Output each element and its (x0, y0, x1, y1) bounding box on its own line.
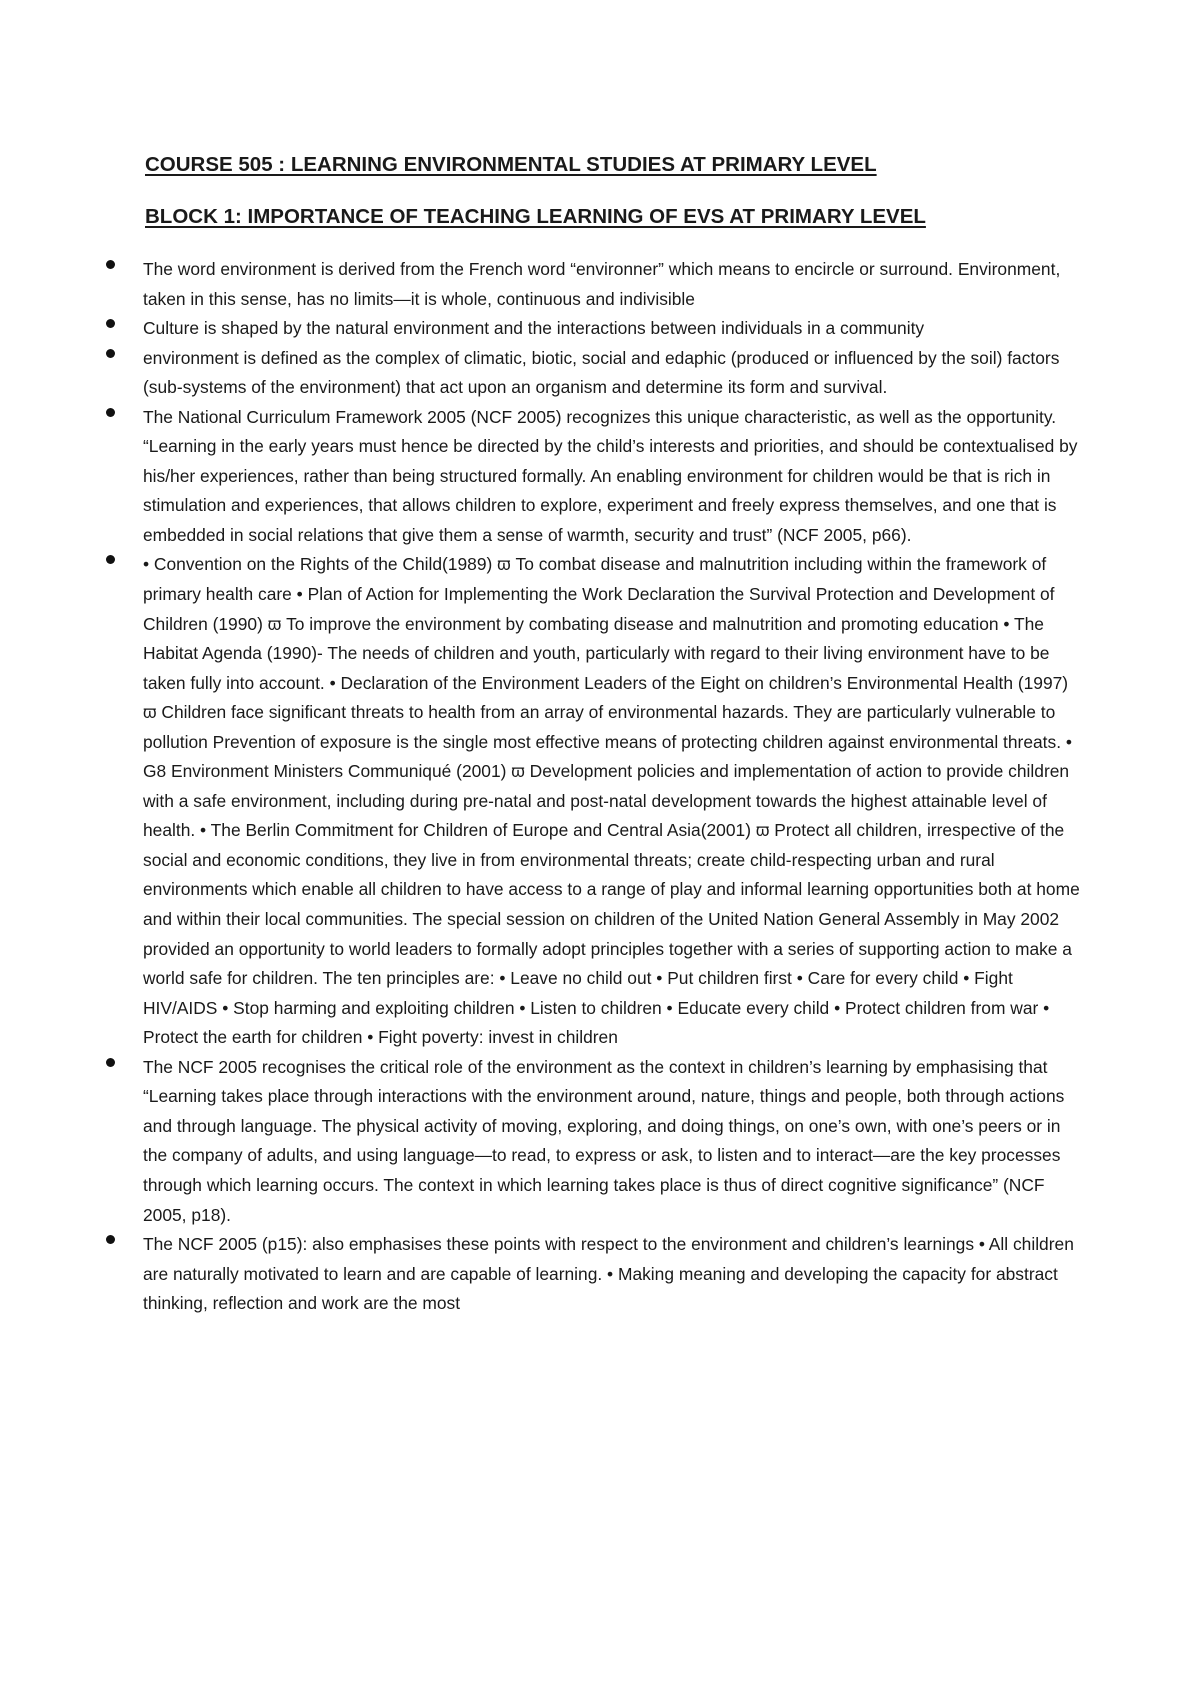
list-item (106, 1230, 1086, 1319)
bullet-icon (106, 1235, 115, 1244)
bullet-text: environment is defined as the complex of climatic, biotic, social and edaphic (produced or influenced by the soil) factors (sub-systems of the environment) that act upon an organism and determine its form and survival. (143, 347, 1060, 398)
list-item (106, 550, 1086, 1052)
bullet-text: The NCF 2005 recognises the critical role of the environment as the context in children’s learning by emphasising that “Learning takes place through interactions with the environment around, nature, things and people, both through actions and through language. The physical activity of moving, exploring, and doing things, on one’s own, with one’s peers or in the company of adults, and using language—to read, to express or ask, to listen and to interact—are the key processes through which learning occurs. The context in which learning takes place is thus of direct cognitive significance” (NCF 2005, p18). (143, 1056, 1065, 1225)
list-item (106, 403, 1086, 551)
list-item (106, 344, 1086, 403)
bullet-text: The National Curriculum Framework 2005 (NCF 2005) recognizes this unique characteristic, as well as the opportunity. “Learning in the early years must hence be directed by the child’s interests and priorities, and should be contextualised by his/her experiences, rather than being structured formally. An enabling environment for children would be that is rich in stimulation and experiences, that allows children to explore, experiment and freely express themselves, and one that is embedded in social relations that give them a sense of warmth, security and trust” (NCF 2005, p66). (143, 406, 1078, 545)
list-item (106, 255, 1086, 314)
bullet-list (106, 255, 1086, 1319)
bullet-icon (106, 408, 115, 417)
list-item (106, 314, 1086, 344)
bullet-text: The NCF 2005 (p15): also emphasises these points with respect to the environment and children’s learnings • All children are naturally motivated to learn and are capable of learning. • Making meaning and developing the capacity for abstract thinking, reflection and work are the most (143, 1234, 1074, 1314)
bullet-text: Culture is shaped by the natural environment and the interactions between individuals in a community (143, 318, 925, 339)
bullet-text: • Convention on the Rights of the Child(1989) ϖ To combat disease and malnutrition including within the framework of primary health care • Plan of Action for Implementing the Work Declaration the Survival Protection and Development of Children (1990) ϖ To improve the environment by combating disease and malnutrition and promoting education • The Habitat Agenda (1990)- The needs of children and youth, particularly with regard to their living environment have to be taken fully into account. • Declaration of the Environment Leaders of the Eight on children’s Environmental Health (1997) ϖ Children face significant threats to health from an array of environmental hazards. They are particularly vulnerable to pollution Prevention of exposure is the single most effective means of protecting children against environmental threats. • G8 Environment Ministers Communiqué (2001) ϖ Development policies and implementation of action to provide children with a safe environment, including during pre-natal and post-natal development towards the highest attainable level of health. • The Berlin Commitment for Children of Europe and Central Asia(2001) ϖ Protect all children, irrespective of the social and economic conditions, they live in from environmental threats; create child-respecting urban and rural environments which enable all children to have access to a range of play and informal learning opportunities both at home and within their local communities. The special session on children of the United Nation General Assembly in May 2002 provided an opportunity to world leaders to formally adopt principles together with a series of supporting action to make a world safe for children. The ten principles are: • Leave no child out • Put children first • Care for every child • Fight HIV/AIDS • Stop harming and exploiting children • Listen to children • Educate every child • Protect children from war • Protect the earth for children • Fight poverty: invest in children (143, 554, 1080, 1048)
bullet-icon (106, 319, 115, 328)
course-title: COURSE 505 : LEARNING ENVIRONMENTAL STUDIES AT PRIMARY LEVEL (145, 153, 877, 176)
bullet-icon (106, 260, 115, 269)
bullet-text: The word environment is derived from the French word “environner” which means to encircle or surround. Environment, taken in this sense, has no limits—it is whole, continuous and indivisible (143, 259, 1061, 309)
list-item (106, 1053, 1086, 1230)
bullet-icon (106, 1058, 115, 1067)
bullet-icon (106, 555, 115, 564)
bullet-icon (106, 349, 115, 358)
block-title: BLOCK 1: IMPORTANCE OF TEACHING LEARNING OF EVS AT PRIMARY LEVEL (145, 205, 926, 228)
